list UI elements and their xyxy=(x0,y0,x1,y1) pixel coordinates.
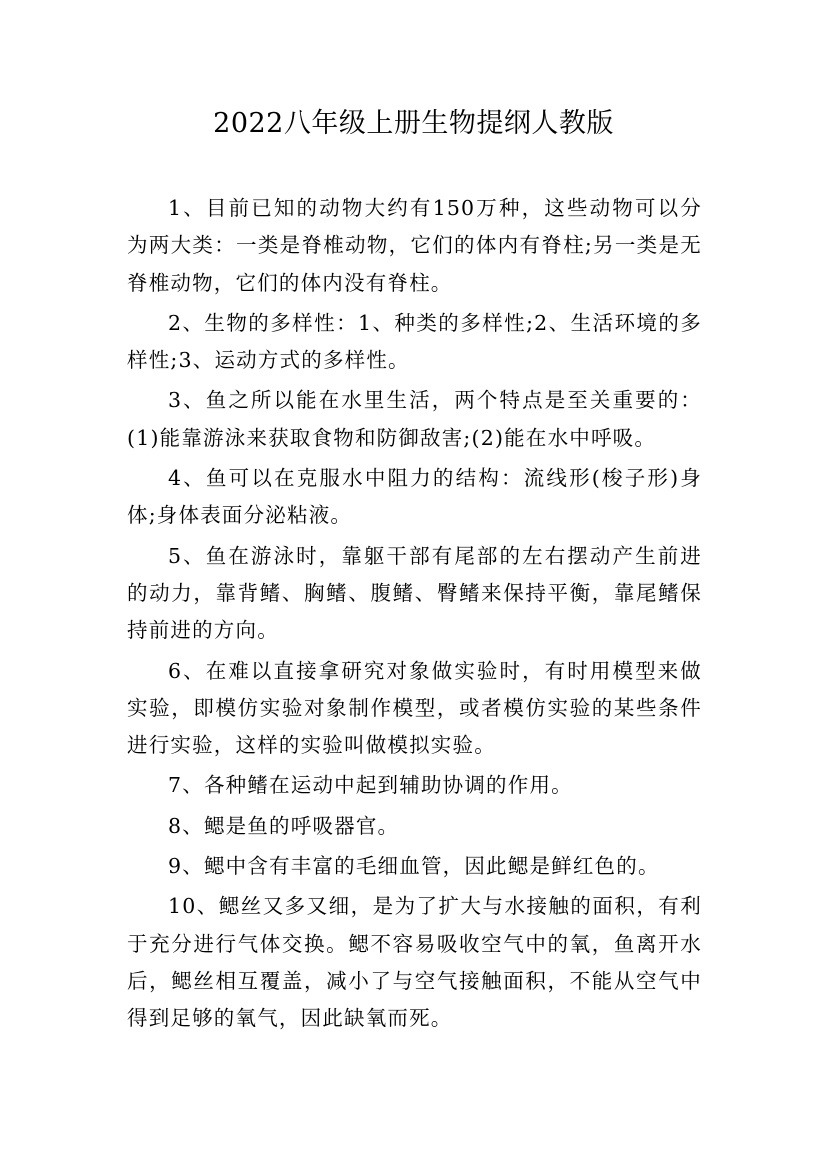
paragraph-7: 7、各种鳍在运动中起到辅助协调的作用。 xyxy=(168,773,573,798)
paragraph-1: 1、目前已知的动物大约有150万种，这些动物可以分为两大类：一类是脊椎动物，它们的体内有脊柱;另一类是无脊椎动物，它们的体内没有脊柱。 xyxy=(127,196,702,295)
paragraph-2: 2、生物的多样性：1、种类的多样性;2、生活环境的多样性;3、运动方式的多样性。 xyxy=(127,310,702,373)
document-body xyxy=(127,190,702,1041)
paragraph-10: 10、鳃丝又多又细，是为了扩大与水接触的面积，有利于充分进行气体交换。鳃不容易吸收空气中的氧，鱼离开水后，鳃丝相互覆盖，减小了与空气接触面积，不能从空气中得到足够的氧气，因此缺氧而死。 xyxy=(127,894,702,1031)
page-title: 2022八年级上册生物提纲人教版 xyxy=(213,108,614,139)
paragraph-6: 6、在难以直接拿研究对象做实验时，有时用模型来做实验，即模仿实验对象制作模型，或者模仿实验的某些条件进行实验，这样的实验叫做模拟实验。 xyxy=(127,658,702,758)
paragraph-9: 9、鳃中含有丰富的毛细血管，因此鳃是鲜红色的。 xyxy=(168,854,660,879)
paragraph-5: 5、鱼在游泳时，靠躯干部有尾部的左右摆动产生前进的动力，靠背鳍、胸鳍、腹鳍、臀鳍来保持平衡，靠尾鳍保持前进的方向。 xyxy=(127,543,702,643)
paragraph-8: 8、鳃是鱼的呼吸器官。 xyxy=(168,813,400,838)
paragraph-3: 3、鱼之所以能在水里生活，两个特点是至关重要的：(1)能靠游泳来获取食物和防御敌害;(2)能在水中呼吸。 xyxy=(127,388,702,450)
paragraph-4: 4、鱼可以在克服水中阻力的结构：流线形(梭子形)身体;身体表面分泌粘液。 xyxy=(127,466,702,528)
